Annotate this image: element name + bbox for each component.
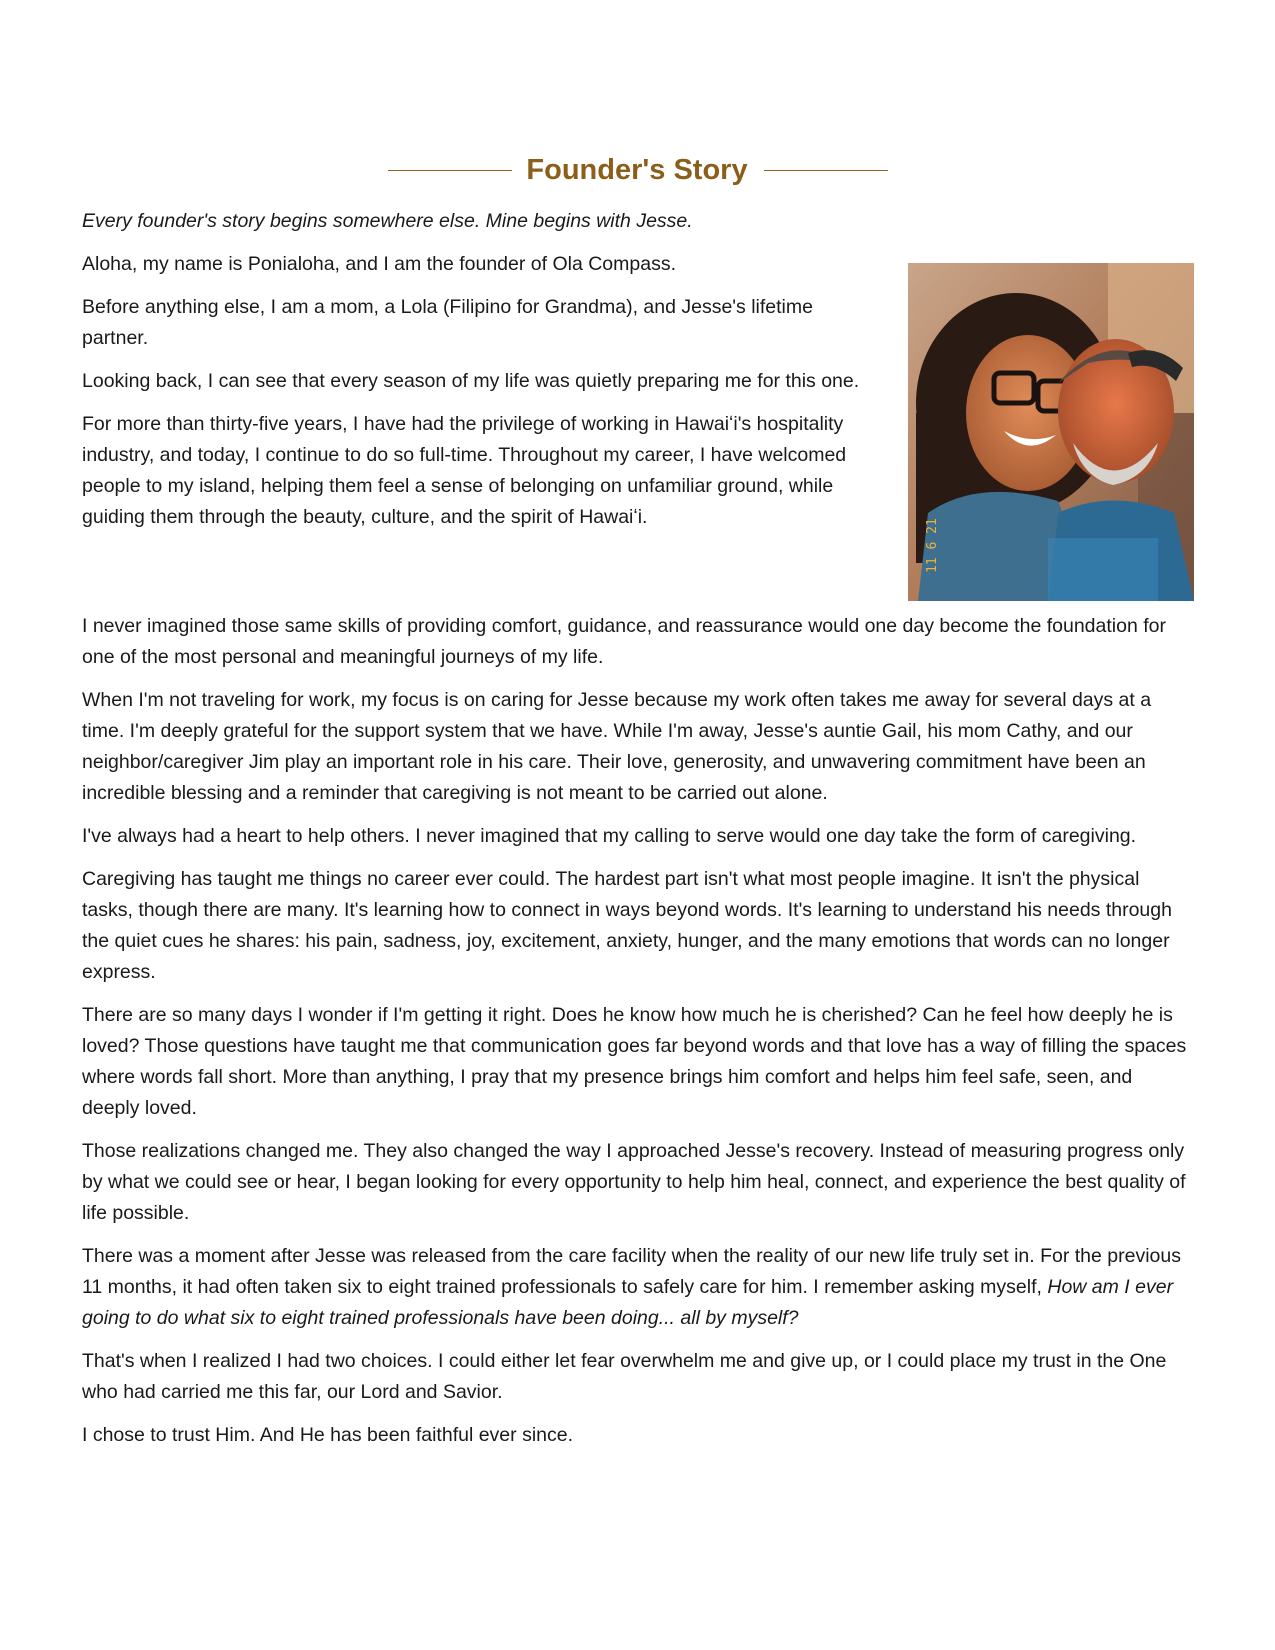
- title-rule-left: [388, 170, 512, 171]
- paragraph: Looking back, I can see that every season of my life was quietly preparing me for this one.: [82, 370, 860, 392]
- photo-illustration: [908, 263, 1194, 601]
- document-page: [82, 148, 1194, 1463]
- title-row: [82, 148, 1194, 192]
- paragraph: That's when I realized I had two choices. I could either let fear overwhelm me and give up, or I could place my trust in the One who had carried me this far, our Lord and Savior.: [82, 1350, 1167, 1403]
- title-rule-right: [764, 170, 888, 171]
- page-title: Founder's Story: [526, 153, 748, 186]
- paragraph: When I'm not traveling for work, my focus is on caring for Jesse because my work often takes me away for several days at a time. I'm deeply grateful for the support system that we have. While I'm away, Jesse's auntie Gail, his mom Cathy, and our neighbor/caregiver Jim play an important role in his care. Their love, generosity, and unwavering commitment have been an incredible blessing and a reminder that caregiving is not meant to be carried out alone.: [82, 689, 1152, 804]
- paragraph: For more than thirty-five years, I have had the privilege of working in Hawaiʻi's hospitality industry, and today, I continue to do so full-time. Throughout my career, I have welcomed people to my island, helping them feel a sense of belonging on unfamiliar ground, while guiding them through the beauty, culture, and the spirit of Hawaiʻi.: [82, 413, 847, 528]
- founder-photo: [908, 263, 1194, 601]
- paragraph: I chose to trust Him. And He has been faithful ever since.: [82, 1424, 574, 1446]
- photo-date-stamp: 11 6 21: [925, 518, 940, 573]
- paragraph: Caregiving has taught me things no career ever could. The hardest part isn't what most people imagine. It isn't the physical tasks, though there are many. It's learning how to connect in ways beyond words. It's learning to understand his needs through the quiet cues he shares: his pain, sadness, joy, excitement, anxiety, hunger, and the many emotions that words can no longer express.: [82, 868, 1172, 983]
- paragraph: [82, 1241, 1194, 1334]
- paragraph: I never imagined those same skills of providing comfort, guidance, and reassurance would one day become the foundation for one of the most personal and meaningful journeys of my life.: [82, 615, 1166, 668]
- paragraph: Before anything else, I am a mom, a Lola (Filipino for Grandma), and Jesse's lifetime partner.: [82, 296, 813, 349]
- paragraph-text: There was a moment after Jesse was released from the care facility when the reality of our new life truly set in. For the previous 11 months, it had often taken six to eight trained professionals to safely care for him. I remember asking myself,: [82, 1245, 1181, 1298]
- intro-line: Every founder's story begins somewhere else. Mine begins with Jesse.: [82, 210, 693, 232]
- paragraph-italic-quote: How am I ever going to do what six to eight trained professionals have been doing... all by myself?: [82, 1276, 1174, 1329]
- paragraph: There are so many days I wonder if I'm getting it right. Does he know how much he is cherished? Can he feel how deeply he is loved? Those questions have taught me that communication goes far beyond words and that love has a way of filling the spaces where words fall short. More than anything, I pray that my presence brings him comfort and helps him feel safe, seen, and deeply loved.: [82, 1004, 1187, 1119]
- paragraph: Those realizations changed me. They also changed the way I approached Jesse's recovery. Instead of measuring progress only by what we could see or hear, I began looking for every opportunity to help him heal, connect, and experience the best quality of life possible.: [82, 1140, 1186, 1224]
- paragraph: Aloha, my name is Ponialoha, and I am the founder of Ola Compass.: [82, 253, 676, 275]
- paragraph: I've always had a heart to help others. I never imagined that my calling to serve would one day take the form of caregiving.: [82, 825, 1137, 847]
